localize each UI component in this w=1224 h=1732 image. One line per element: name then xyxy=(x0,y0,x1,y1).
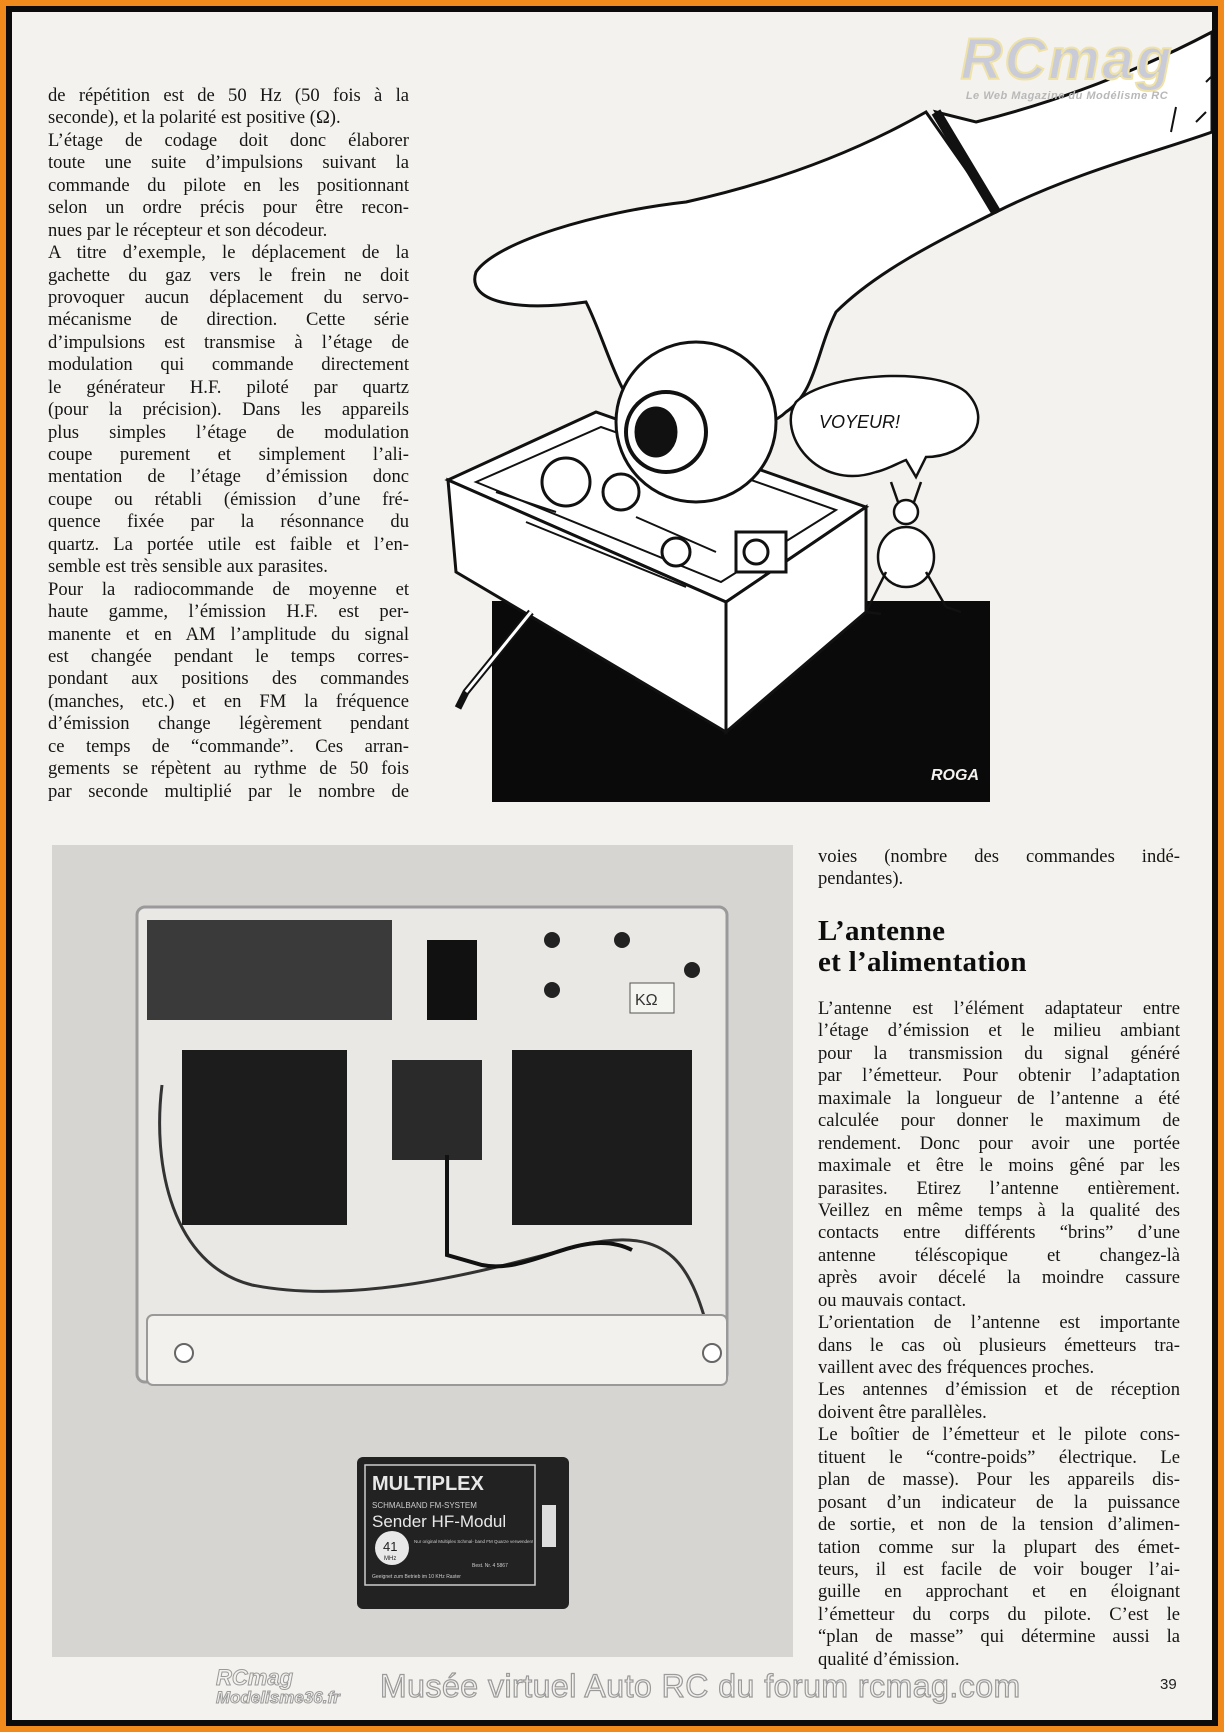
module-footer-text: Geeignet zum Betrieb im 10 KHz Raster xyxy=(372,1574,461,1580)
text-line: l’émetteur du corps du pilote. C’est le xyxy=(818,1603,1180,1625)
text-line: de répétition est de 50 Hz (50 fois à la xyxy=(48,85,409,106)
speech-bubble-text: VOYEUR! xyxy=(819,412,901,432)
text-line: vaillent avec des fréquences proches. xyxy=(818,1357,1095,1378)
text-line: tituent le “contre-poids” électrique. Le xyxy=(818,1446,1180,1468)
text-line: A titre d’exemple, le déplacement de la xyxy=(48,242,409,264)
text-line: teurs, il est facile de voir bouger l’ai- xyxy=(818,1558,1180,1580)
text-line: qualité d’émission. xyxy=(818,1648,960,1670)
paragraph xyxy=(818,1312,1180,1379)
multiplex-hf-module xyxy=(357,1457,569,1609)
module-frequency-unit: MHz xyxy=(384,1556,397,1562)
text-line: de sortie, et non de la tension d’alimen- xyxy=(818,1514,1180,1536)
text-line: mécanisme de direction. Cette série xyxy=(48,309,409,331)
text-line: rendement. Donc pour avoir une portée xyxy=(818,1132,1180,1154)
text-line: nues par le récepteur et son décodeur. xyxy=(48,219,328,241)
text-line: l’étage d’émission et le milieu ambiant xyxy=(818,1020,1180,1042)
text-line: plan de masse). Pour les appareils dis- xyxy=(818,1469,1180,1491)
text-line: Le boîtier de l’émetteur et le pilote cons- xyxy=(818,1424,1180,1446)
text-line: mentation de l’étage d’émission donc xyxy=(48,466,409,488)
text-line: (manches, etc.) et en FM la fréquence xyxy=(48,690,409,712)
text-line: calculée pour donner le maximum de xyxy=(818,1110,1180,1132)
text-line: gements se répètent au rythme de 50 fois xyxy=(48,758,409,780)
text-line: modulation qui commande directement xyxy=(48,354,409,376)
text-line: posant d’un indicateur de la puissance xyxy=(818,1491,1180,1513)
paragraph xyxy=(48,85,409,130)
paragraph xyxy=(818,998,1180,1312)
right-text-column xyxy=(818,998,1180,1671)
text-line: pour la transmission du signal généré xyxy=(818,1042,1180,1064)
text-line: selon un ordre précis pour être recon- xyxy=(48,197,409,219)
text-line: coupe purement et simplement l’ali- xyxy=(48,444,409,465)
text-line: par l’émetteur. Pour obtenir l’adaptation xyxy=(818,1065,1180,1087)
text-line: antenne téléscopique et changez-là xyxy=(818,1244,1180,1266)
module-frequency: 41 xyxy=(383,1539,398,1554)
text-line: seconde), et la polarité est positive (Ω). xyxy=(48,107,341,129)
text-line: ou mauvais contact. xyxy=(818,1289,967,1311)
cartoon-illustration xyxy=(436,12,1212,802)
right-text-column-continuation xyxy=(818,846,1180,891)
artist-signature: ROGA xyxy=(931,767,979,784)
text-line: quartz. La portée utile est faible et l’en- xyxy=(48,533,409,555)
text-line: contacts entre différents “brins” d’une xyxy=(818,1222,1180,1244)
text-line: maximale et être le moins gêné par les xyxy=(818,1155,1180,1177)
text-line: haute gamme, l’émission H.F. est per- xyxy=(48,601,409,623)
heading-line-2: et l’alimentation xyxy=(818,946,1027,978)
text-line: gachette du gaz vers le frein ne doit xyxy=(48,264,409,286)
module-note: Nur original Multiplex Schmal- band FM Quarze verwenden! xyxy=(414,1539,534,1544)
text-line: L’orientation de l’antenne est importante xyxy=(818,1312,1180,1334)
left-text-column xyxy=(48,85,409,803)
text-line: Veillez en même temps à la qualité des xyxy=(818,1199,1180,1221)
footer-watermark: Musée virtuel Auto RC du forum rcmag.com xyxy=(380,1668,1021,1704)
paragraph xyxy=(818,1379,1180,1424)
text-line: provoquer aucun déplacement du servo- xyxy=(48,286,409,308)
text-line: plus simples l’étage de modulation xyxy=(48,421,409,443)
paragraph xyxy=(48,579,409,803)
text-line: L’antenne est l’élément adaptateur entre xyxy=(818,998,1180,1019)
text-line: après avoir décelé la moindre cassure xyxy=(818,1267,1180,1289)
module-subtitle: SCHMALBAND FM-SYSTEM xyxy=(372,1501,477,1510)
module-order-number: Best. Nr. 4 5867 xyxy=(472,1563,508,1569)
watermark-tagline: Le Web Magazine du Modélisme RC xyxy=(965,90,1169,102)
text-line: ce temps de “commande”. Ces arran- xyxy=(48,735,409,757)
text-line: Les antennes d’émission et de réception xyxy=(818,1379,1180,1401)
heading-line-1: L’antenne xyxy=(818,915,946,947)
paragraph xyxy=(48,130,409,242)
paragraph xyxy=(818,846,1180,891)
text-line: est changée pendant le temps corres- xyxy=(48,645,409,667)
text-line: maximale la longueur de l’antenne a été xyxy=(818,1087,1180,1109)
text-line: voies (nombre des commandes indé- xyxy=(818,846,1180,867)
text-line: Pour la radiocommande de moyenne et xyxy=(48,578,409,600)
text-line: L’étage de codage doit donc élaborer xyxy=(48,129,409,151)
text-line: doivent être parallèles. xyxy=(818,1401,987,1423)
case-label: KΩ xyxy=(635,992,658,1009)
section-heading xyxy=(818,916,1027,978)
text-line: pondant aux positions des commandes xyxy=(48,668,409,690)
text-line: d’impulsions est transmise à l’étage de xyxy=(48,331,409,353)
module-title: Sender HF-Modul xyxy=(372,1512,507,1531)
page-number: 39 xyxy=(1160,1676,1177,1693)
text-line: tation comme sur la plupart des émet- xyxy=(818,1536,1180,1558)
footer-logo-line2: Modelisme36.fr xyxy=(216,1688,340,1707)
text-line: pendantes). xyxy=(818,868,904,890)
module-brand: MULTIPLEX xyxy=(372,1473,484,1495)
text-line: le générateur H.F. piloté par quartz xyxy=(48,376,409,398)
text-line: commande du pilote en les positionnant xyxy=(48,174,409,196)
watermark-logo-text: RCmag xyxy=(960,27,1174,92)
text-line: quence fixée par la résonnance du xyxy=(48,511,409,533)
rcmag-watermark-logo xyxy=(917,27,1212,102)
text-line: guille en approchant et en éloignant xyxy=(818,1581,1180,1603)
transmitter-photo xyxy=(52,845,793,1657)
text-line: parasites. Etirez l’antenne entièrement. xyxy=(818,1177,1180,1199)
paragraph xyxy=(818,1424,1180,1671)
text-line: (pour la précision). Dans les appareils xyxy=(48,399,409,421)
footer-logo-line1: RCmag xyxy=(216,1665,294,1690)
paragraph xyxy=(48,242,409,579)
text-line: “plan de masse” qui détermine aussi la xyxy=(818,1626,1180,1648)
transmitter-case-open xyxy=(137,907,727,1385)
text-line: semble est très sensible aux parasites. xyxy=(48,556,328,578)
text-line: manente et en AM l’amplitude du signal xyxy=(48,623,409,645)
text-line: dans le cas où plusieurs émetteurs tra- xyxy=(818,1334,1180,1356)
text-line: d’émission change légèrement pendant xyxy=(48,713,409,735)
text-line: toute une suite d’impulsions suivant la xyxy=(48,152,409,174)
footer-logo xyxy=(216,1665,340,1708)
text-line: coupe ou rétabli (émission d’une fré- xyxy=(48,488,409,510)
text-line: par seconde multiplié par le nombre de xyxy=(48,780,409,802)
magazine-page xyxy=(12,12,1212,1720)
